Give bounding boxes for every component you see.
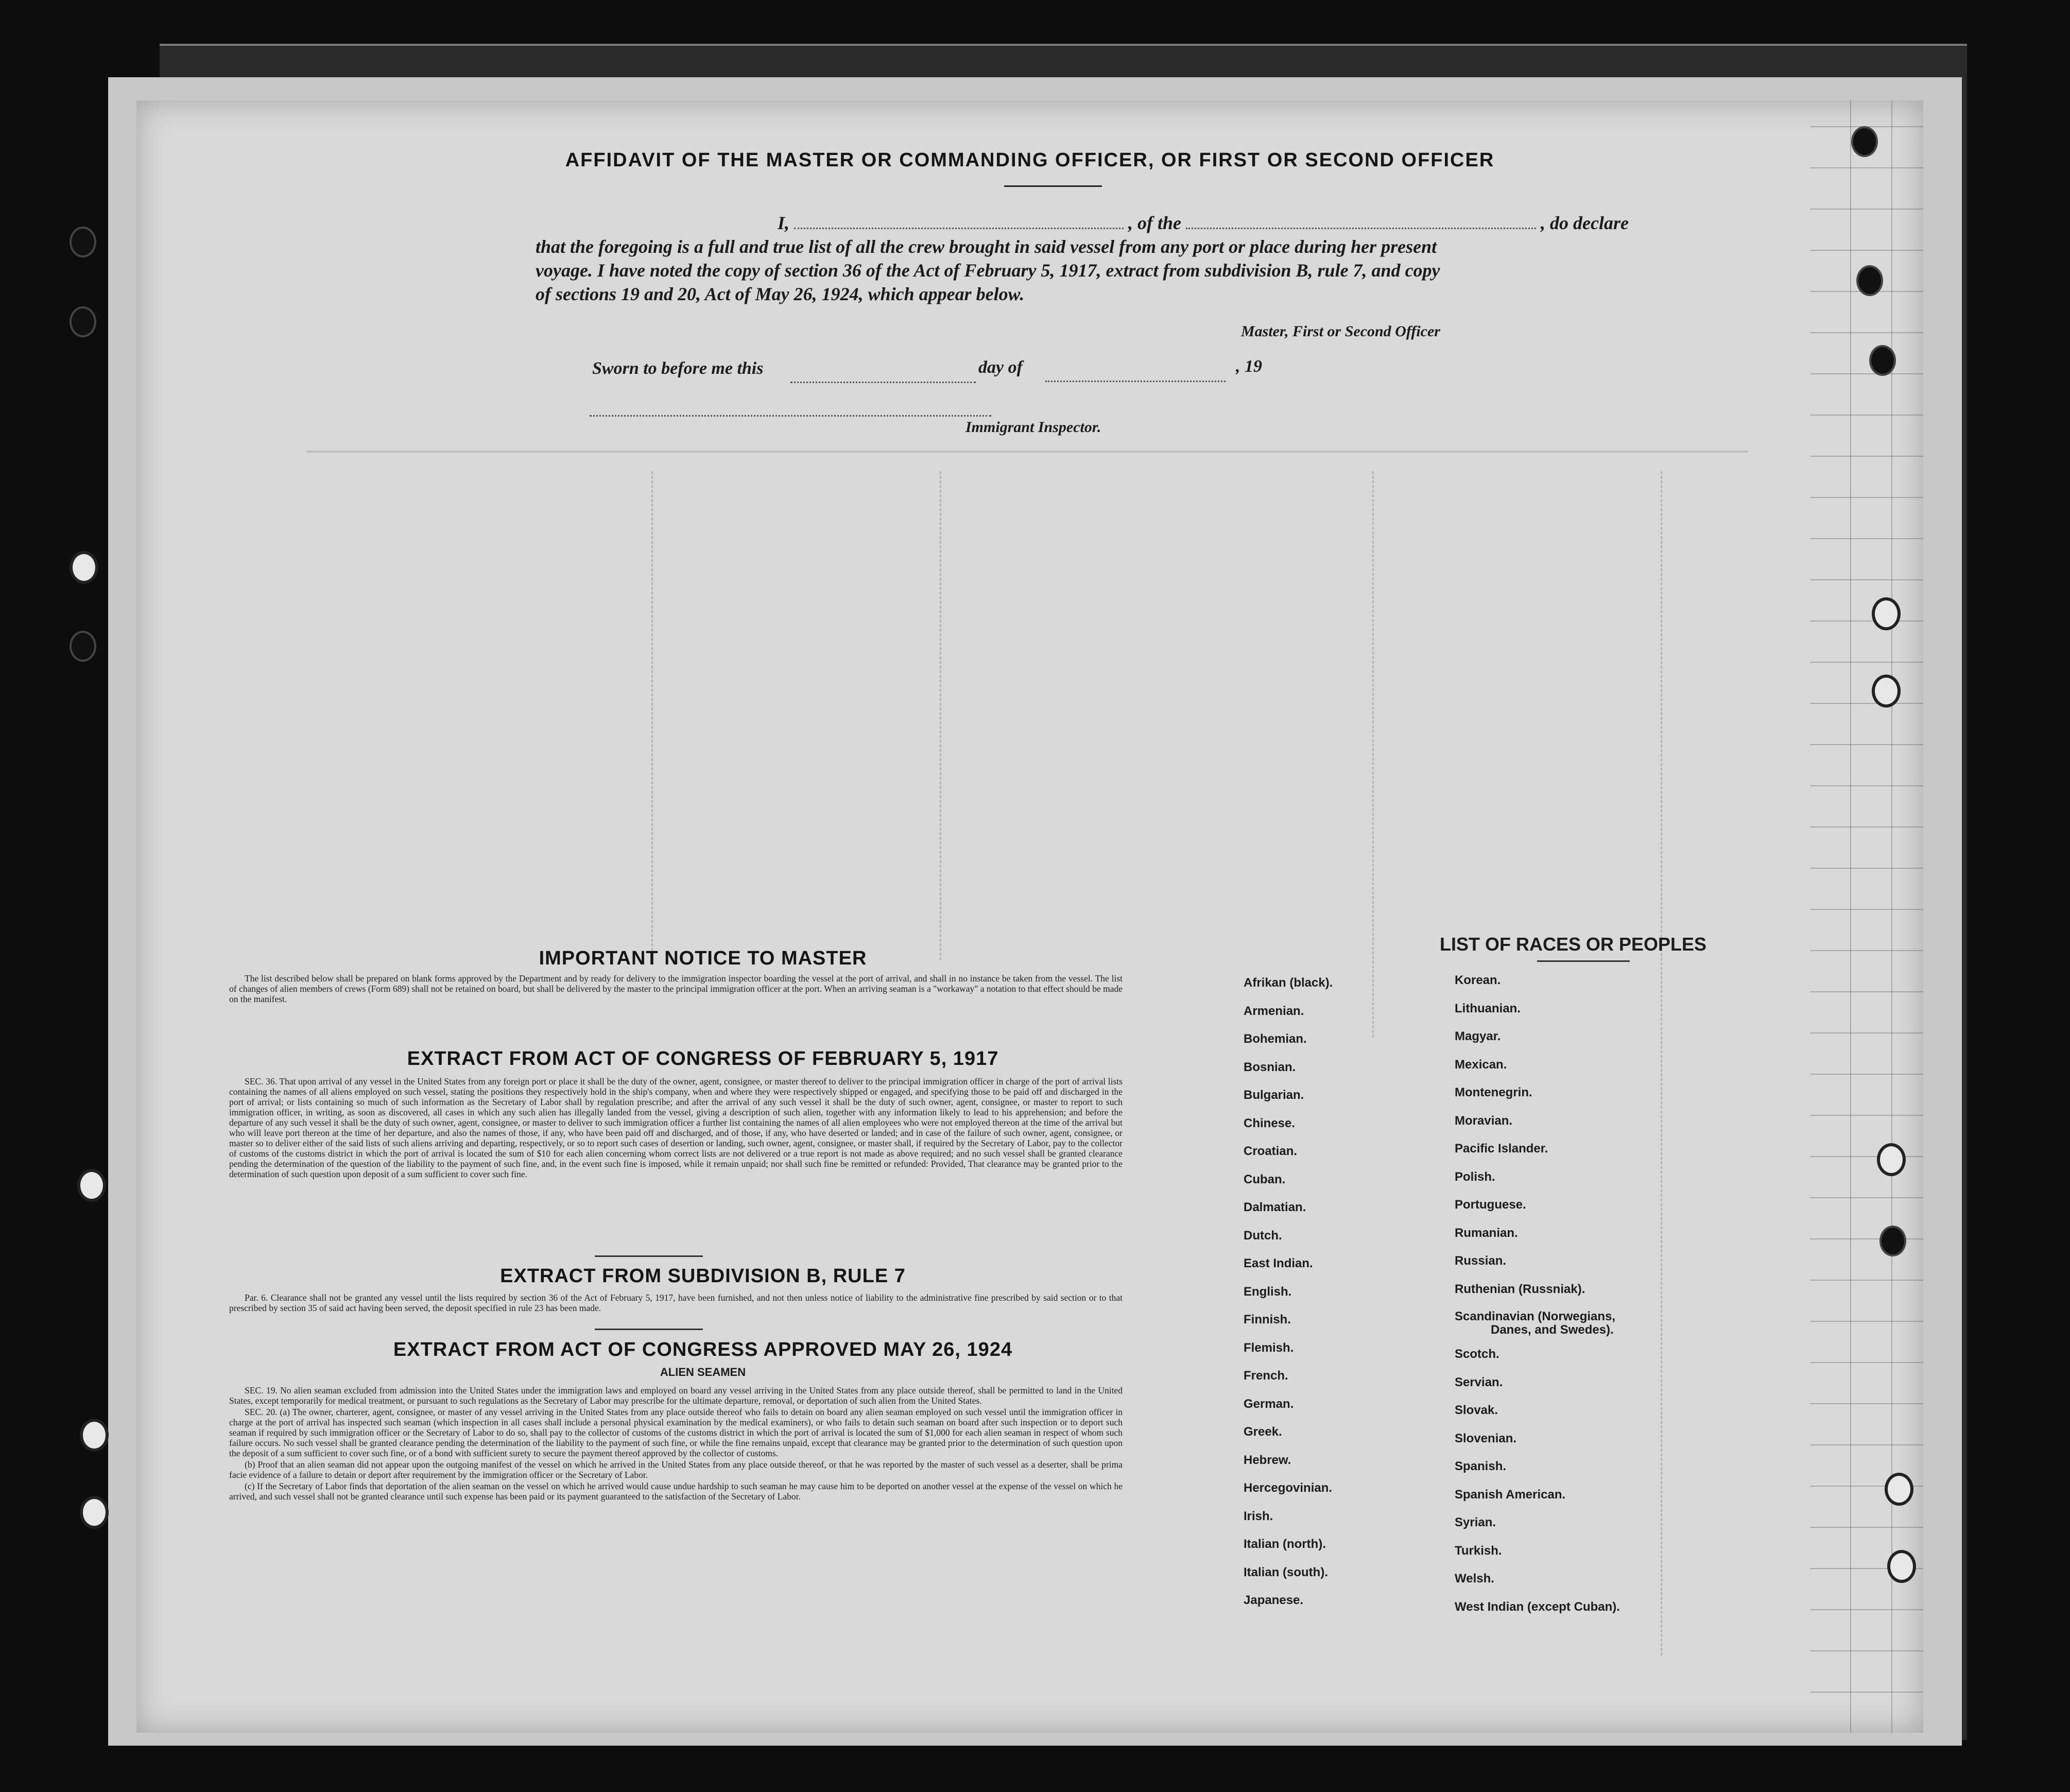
binder-hole [70,631,96,662]
race-item: Dalmatian. [1244,1200,1306,1214]
race-item: Moravian. [1455,1113,1513,1128]
race-item: Polish. [1455,1169,1495,1184]
form-page [136,100,1923,1733]
binder-hole [1879,1226,1906,1256]
extract-1924-text [229,1385,1123,1503]
race-item: Dutch. [1244,1228,1282,1243]
race-item: Spanish American. [1455,1487,1566,1502]
race-item: German. [1244,1397,1294,1411]
oath-of-the: , of the [1128,213,1182,233]
oath-line-4: of sections 19 and 20, Act of May 26, 1924, which appear below. [536,284,1025,304]
oath-line-1 [536,211,1679,235]
race-item [1455,1310,1620,1347]
bleed-through-column [651,471,668,960]
race-item: Lithuanian. [1455,1001,1521,1015]
race-item: Welsh. [1455,1572,1494,1586]
race-item: Finnish. [1244,1313,1291,1326]
race-item: Russian. [1455,1254,1507,1268]
race-item: Japanese. [1244,1593,1304,1607]
race-item-line: Scandinavian (Norwegians, [1455,1309,1616,1323]
races-title: LIST OF RACES OR PEOPLES [1439,934,1707,955]
oath-line-3: voyage. I have noted the copy of section 36 of the Act of February 5, 1917, extract from subdivision B, rule 7, and copy [536,260,1440,281]
sworn-label: Sworn to before me this [592,359,764,378]
race-item: Magyar. [1455,1029,1501,1043]
race-item: Irish. [1244,1509,1273,1523]
rule-7-text [229,1293,1123,1314]
sec-20c-paragraph: (c) If the Secretary of Labor finds that deportation of the alien seaman on the vessel on which he arrived would cause undue hardship to such seaman he may cause him to be deported on another vessel at the expense of the vessel on which he arrived, and such vessel shall not be granted clearance until such expense has been paid or its payment guaranteed to the satisfaction of the Secretary of Labor. [229,1481,1123,1502]
binder-hole [77,1169,106,1202]
race-item-line: Danes, and Swedes). [1491,1323,1614,1337]
title-underline [1004,185,1102,187]
month-field[interactable] [1045,357,1241,382]
race-item: Italian (south). [1244,1565,1328,1579]
notice-title: IMPORTANT NOTICE TO MASTER [539,947,867,969]
vessel-field[interactable] [1186,228,1536,229]
binder-hole [70,227,96,257]
bleed-through-column [1661,471,1678,1656]
race-item: East Indian. [1244,1256,1313,1270]
day-of-label: day of [978,358,1023,377]
race-item: English. [1244,1284,1292,1299]
race-item: Slovenian. [1455,1431,1517,1445]
binder-hole [1869,345,1896,376]
race-item: Korean. [1455,973,1501,987]
race-item: French. [1244,1369,1288,1383]
rule-7-title: EXTRACT FROM SUBDIVISION B, RULE 7 [500,1265,906,1287]
bleed-through-rule [306,451,1748,453]
notice-text [229,973,1123,1005]
extract-1917-title: EXTRACT FROM ACT OF CONGRESS OF FEBRUARY 5, 1917 [407,1048,999,1070]
inspector-signature-field[interactable] [590,391,1002,417]
race-item: Mexican. [1455,1057,1507,1072]
race-item: Syrian. [1455,1515,1496,1529]
affidavit-title: AFFIDAVIT OF THE MASTER OR COMMANDING OFFICER, OR FIRST OR SECOND OFFICER [565,149,1495,171]
race-item: Ruthenian (Russniak). [1455,1282,1585,1296]
race-item: Flemish. [1244,1340,1294,1355]
race-item: Bosnian. [1244,1060,1296,1074]
oath-i: I, [778,213,790,233]
alien-seamen-subtitle: ALIEN SEAMEN [660,1366,746,1379]
binder-hole [1872,597,1901,630]
sec-36-paragraph: SEC. 36. That upon arrival of any vessel in the United States from any foreign port or place it shall be the duty of the owner, agent, consignee, or master thereof to deliver to the principal immigration officer in charge of the port of arrival lists containing the names of all aliens employed on such vessel, stating the positions they respectively hold in the ship's company, when and where they were respectively shipped or engaged, and specifying those to be paid off and discharged in the port of arrival; or lists containing so much of such information as the Secretary of Labor shall by regulation prescribe; and after the arrival of any such vessel it shall be the duty of such owner, agent, consignee, or master to report to such immigration officer, in writing, as soon as discovered, all cases in which any such alien has illegally landed from the vessel, giving a description of such alien, together with any information likely to lead to his apprehension; and before the departure of any such vessel it shall be the duty of such owner, agent, consignee, or master to deliver to such immigration officer a further list containing the names of all alien employees who were not employed thereon at the time of the arrival but who will leave port thereon at the time of her departure, and also the names of those, if any, who have been paid off and discharged, and of those, if any, who have deserted or landed; and in case of the failure of such owner, agent, consignee, or master so to deliver either of the said lists of such aliens arriving and departing, respectively, or so to report such cases of desertion or landing, such owner, agent, consignee, or master shall, if required by the Secretary of Labor, pay to the collector of customs of the customs district in which the port of arrival is located the sum of $10 for each alien concerning whom correct lists are not delivered or a true report is not made as above required; and no such vessel shall be granted clearance pending the determination of the question of the liability to the payment of such fine, and, in the event such fine is imposed, while it remain unpaid; nor shall such fine be remitted or refunded: Provided, That clearance may be granted prior to the determination of such question upon deposit of a sum sufficient to cover such fine. [229,1076,1123,1179]
race-item: Greek. [1244,1425,1282,1439]
race-item: Scotch. [1455,1347,1499,1361]
binder-hole [70,551,98,584]
race-item: Hebrew. [1244,1453,1291,1467]
race-item: Italian (north). [1244,1537,1326,1551]
sworn-day-field[interactable] [790,358,996,383]
extract-1924-title: EXTRACT FROM ACT OF CONGRESS APPROVED MAY 26, 1924 [393,1339,1013,1360]
race-item: Montenegrin. [1455,1085,1532,1099]
oath-declare: , do declare [1541,213,1629,233]
race-item: Armenian. [1244,1004,1304,1018]
binder-hole [1885,1473,1913,1506]
binder-hole [80,1496,109,1529]
section-divider [595,1329,703,1330]
year-label: , 19 [1236,357,1262,376]
race-item: Servian. [1455,1375,1503,1389]
race-item: Cuban. [1244,1172,1286,1186]
race-item: Afrikan (black). [1244,976,1333,990]
race-item: Bulgarian. [1244,1088,1304,1102]
binder-hole [1887,1550,1916,1583]
section-divider [595,1255,703,1257]
bleed-through-column [940,471,957,960]
master-signature-label: Master, First or Second Officer [1241,323,1440,340]
par-6-paragraph: Par. 6. Clearance shall not be granted any vessel until the lists required by section 36 of the Act of February 5, 1917, have been furnished, and not then unless notice of liability to the administrative fine prescribed by said section or to that prescribed by section 35 of said act having been served, the deposit specified in rule 23 has been made. [229,1293,1123,1313]
extract-1917-text [229,1076,1123,1180]
race-item: Spanish. [1455,1459,1507,1473]
race-item: Slovak. [1455,1403,1498,1417]
binder-hole [1877,1143,1906,1176]
race-item: Hercegovinian. [1244,1481,1333,1495]
races-title-underline [1537,960,1630,962]
binder-hole [1872,675,1901,708]
sec-19-paragraph: SEC. 19. No alien seaman excluded from admission into the United States under the immigration laws and employed on board any vessel arriving in the United States from any place outside thereof, shall be permitted to land in the United States, except temporarily for medical treatment, or pursuant to such regulations as the Secretary of Labor may prescribe for the ultimate departure, removal, or deportation of such alien from the United States. [229,1385,1123,1406]
race-item: Bohemian. [1244,1032,1307,1046]
race-item: Croatian. [1244,1144,1298,1158]
sec-20a-paragraph: SEC. 20. (a) The owner, charterer, agent, consignee, or master of any vessel arriving in the United States from any place outside thereof who fails to detain on board any alien seaman employed on such vessel until the immigration officer in charge at the port of arrival has inspected such seaman (which inspection in all cases shall include a personal physical examination by the medical examiners), or who fails to detain such seaman on board after such inspection or to deport such seaman if required by such immigration officer or the Secretary of Labor to do so, shall pay to the collector of customs of the customs district in which the port of arrival is located the sum of $1,000 for each alien seaman in respect of whom such failure occurs. No such vessel shall be granted clearance pending the determination of the liability to the payment of such fine, or while the fine remains unpaid, except that clearance may be granted prior to the determination of such question upon the deposit of a sum sufficient to cover such fine, or of a bond with sufficient surety to secure the payment thereof approved by the collector of customs. [229,1407,1123,1458]
sec-20b-paragraph: (b) Proof that an alien seaman did not appear upon the outgoing manifest of the vessel on which he arrived in the United States from any place outside thereof, or that he was reported by the master of such vessel as a deserter, shall be prima facie evidence of a failure to detain or deport after requirement by the immigration officer or the Secretary of Labor. [229,1459,1123,1480]
name-field[interactable] [794,228,1124,229]
binder-hole [70,306,96,337]
race-item: Portuguese. [1455,1198,1526,1212]
races-left-column [1244,976,1333,1622]
race-item: Pacific Islander. [1455,1142,1548,1156]
binder-hole [1856,265,1883,296]
race-item: West Indian (except Cuban). [1455,1599,1620,1614]
binder-hole [80,1419,109,1452]
notice-paragraph: The list described below shall be prepared on blank forms approved by the Department and by ready for delivery to the immigration inspector boarding the vessel at the port of arrival, and shall in no instance be taken from the vessel. The list of changes of alien members of crews (Form 689) shall not be retained on board, but shall be delivered by the master to the principal immigration officer at the port. When an arriving seaman is a "workaway" a notation to that effect should be made on the manifest. [229,973,1123,1004]
races-right-column [1455,973,1620,1628]
inspector-label: Immigrant Inspector. [965,419,1101,436]
race-item: Turkish. [1455,1543,1502,1558]
race-item: Chinese. [1244,1116,1296,1130]
race-item: Rumanian. [1455,1226,1518,1240]
oath-line-2: that the foregoing is a full and true list of all the crew brought in said vessel from any port or place during her present [536,236,1437,257]
